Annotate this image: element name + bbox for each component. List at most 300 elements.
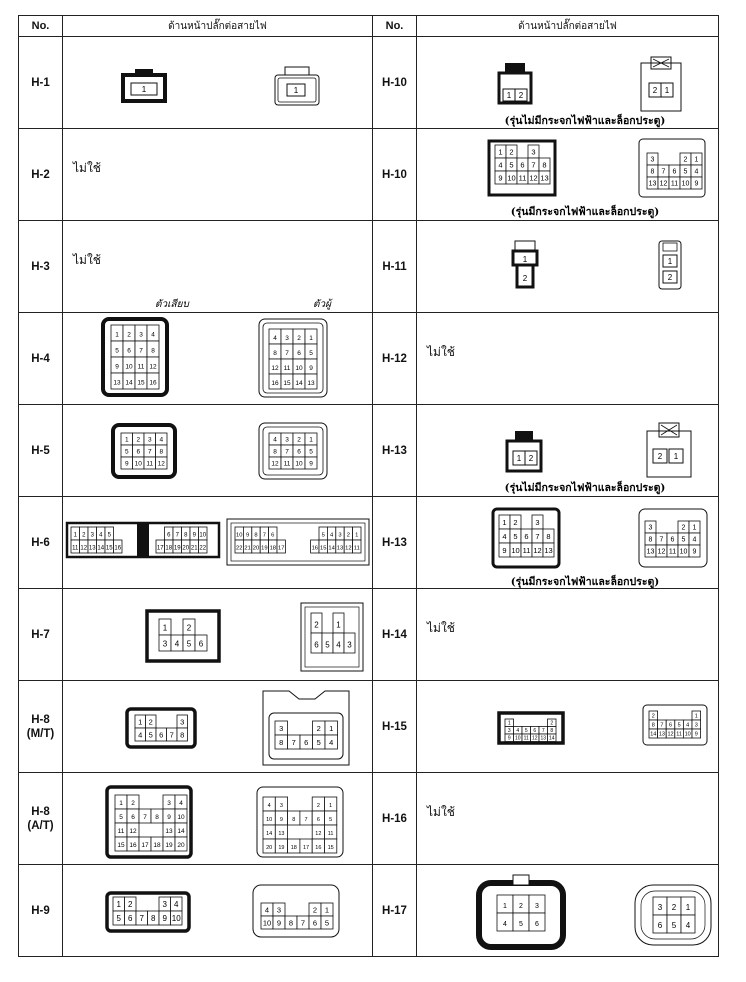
pin-label: 13 <box>165 828 173 836</box>
pin-label: 5 <box>671 920 677 930</box>
h13-power-female <box>493 509 559 567</box>
pin-label: 4 <box>273 436 277 444</box>
connector-id-label: H-7 <box>31 628 50 641</box>
pin-label: 3 <box>90 532 94 539</box>
pin-label: 10 <box>266 817 273 824</box>
connector-face-cell <box>63 313 373 405</box>
h5-drawing <box>63 405 373 496</box>
pin-label: 4 <box>329 532 334 539</box>
pin-label: 3 <box>180 717 185 727</box>
pin-label: 2 <box>148 717 153 727</box>
pin-label: 13 <box>544 546 553 556</box>
connector-face-cell <box>63 129 373 221</box>
pin-label: 8 <box>650 168 655 176</box>
pin-label: 13 <box>540 735 547 742</box>
pin-label: 2 <box>316 724 321 734</box>
pin-label: 6 <box>167 532 171 539</box>
connector-face-cell <box>417 37 719 129</box>
pin-label: 5 <box>309 349 313 357</box>
h8at-drawing <box>63 773 373 864</box>
pin-label: 5 <box>148 730 153 740</box>
h10-nopower-male <box>641 57 681 111</box>
pin-label: 4 <box>174 900 179 910</box>
pin-label: 4 <box>179 800 183 808</box>
h11-female <box>513 241 537 287</box>
pin-label: 5 <box>329 817 333 824</box>
pin-label: 3 <box>648 524 653 532</box>
h15-drawing <box>417 681 719 772</box>
pin-label: 1 <box>502 518 507 528</box>
pin-label: 2 <box>127 331 131 339</box>
pin-label: 18 <box>165 545 173 552</box>
connector-id-label: H-4 <box>31 352 50 365</box>
pin-label: 9 <box>692 548 697 556</box>
connector-id-label: H-13 <box>382 536 407 549</box>
handwritten-note-left: ตัวเสียบ <box>155 299 189 310</box>
pin-label: 9 <box>694 180 699 188</box>
connector-face-cell <box>63 221 373 313</box>
connector-id <box>373 37 417 129</box>
pin-label: 14 <box>328 545 335 552</box>
not-used-note: ไม่ใช้ <box>73 253 101 267</box>
pin-label: 7 <box>300 918 306 928</box>
pin-label: 11 <box>283 364 291 372</box>
pin-label: 5 <box>519 920 523 928</box>
pin-label: 12 <box>531 735 538 742</box>
pin-label: 7 <box>285 448 289 456</box>
connector-face-cell <box>63 681 373 773</box>
connector-id <box>19 129 63 221</box>
pin-label: 8 <box>279 738 284 748</box>
pin-label: 10 <box>679 548 688 556</box>
pin-label: 6 <box>297 448 301 456</box>
pin-label: 8 <box>155 814 159 822</box>
pin-label: 2 <box>297 334 301 342</box>
h9-female <box>107 893 189 931</box>
table-row <box>19 681 719 773</box>
pin-label: 9 <box>279 817 283 824</box>
pin-label: 2 <box>667 273 673 282</box>
pin-label: 13 <box>336 545 344 552</box>
pin-label: 2 <box>518 91 524 100</box>
connector-id-label: H-12 <box>382 352 407 365</box>
pin-label: 6 <box>131 814 135 822</box>
pin-label: 4 <box>99 532 103 539</box>
pin-label: 9 <box>309 364 313 372</box>
pin-label: 3 <box>279 724 284 734</box>
pin-label: 9 <box>115 363 119 371</box>
pin-label: 2 <box>550 720 554 727</box>
pin-label: 8 <box>273 349 277 357</box>
connector-face-cell <box>417 497 719 589</box>
pin-label: 19 <box>278 845 285 852</box>
connector-table-sheet <box>18 15 718 963</box>
pin-label: 5 <box>513 532 518 542</box>
table-row <box>19 865 719 957</box>
pin-label: 4 <box>336 640 341 650</box>
pin-label: 16 <box>315 845 322 852</box>
pin-label: 8 <box>273 448 277 456</box>
pin-label: 2 <box>671 902 677 912</box>
pin-label: 6 <box>535 920 539 928</box>
pin-label: 17 <box>141 842 149 850</box>
pin-label: 11 <box>670 180 679 188</box>
pin-label: 12 <box>667 731 674 738</box>
pin-label: 3 <box>279 803 283 810</box>
pin-label: 13 <box>658 731 665 738</box>
pin-label: 11 <box>523 735 529 742</box>
pin-label: 14 <box>548 735 555 742</box>
connector-id-label: H-3 <box>31 260 50 273</box>
pin-label: 13 <box>88 545 96 552</box>
h4-male <box>259 319 327 397</box>
connector-id <box>19 773 63 865</box>
h13-power-male <box>639 509 707 567</box>
pin-label: 6 <box>136 448 141 456</box>
h4-drawing <box>63 313 373 404</box>
pin-label: 1 <box>141 85 147 94</box>
pin-label: 2 <box>509 147 514 157</box>
pin-label: 3 <box>507 727 511 734</box>
pin-label: 2 <box>681 524 686 532</box>
pin-label: 15 <box>319 545 327 552</box>
table-row <box>19 773 719 865</box>
pin-label: 3 <box>285 334 289 342</box>
pin-label: 17 <box>156 545 164 552</box>
pin-label: 6 <box>668 722 673 729</box>
pin-label: 4 <box>151 331 155 339</box>
pin-label: 4 <box>516 727 520 734</box>
pin-label: 12 <box>157 460 165 468</box>
pin-label: 12 <box>345 545 352 552</box>
pin-label: 12 <box>271 460 279 468</box>
pin-label: 10 <box>684 731 691 738</box>
pin-label: 1 <box>293 86 299 95</box>
pin-label: 6 <box>657 920 663 930</box>
pin-label: 11 <box>668 548 677 556</box>
connector-id-label: H-2 <box>31 168 50 181</box>
not-used-note: ไม่ใช้ <box>73 161 101 175</box>
pin-label: 1 <box>694 713 698 720</box>
h13-power-drawing <box>417 497 719 588</box>
pin-label: 1 <box>138 717 143 727</box>
pin-label: 13 <box>113 379 121 387</box>
pin-label: 12 <box>533 546 542 556</box>
pin-label: 4 <box>267 803 271 810</box>
pin-label: 5 <box>316 738 321 748</box>
variant-caption: (รุ่นไม่มีกระจกไฟฟ้าและล็อกประตู) <box>504 482 666 494</box>
pin-label: 21 <box>190 545 198 552</box>
connector-id-label: H-6 <box>31 536 50 549</box>
h6-male <box>227 519 369 565</box>
pin-label: 5 <box>107 532 111 539</box>
connector-id-label: H-8 <box>31 713 50 726</box>
pin-label: 5 <box>309 448 313 456</box>
pin-label: 5 <box>524 727 528 734</box>
connector-face-cell <box>417 313 719 405</box>
h9-drawing <box>63 865 373 956</box>
pin-label: 1 <box>309 436 313 444</box>
pin-label: 7 <box>291 738 296 748</box>
pin-label: 1 <box>506 91 512 100</box>
pin-label: 4 <box>329 738 334 748</box>
table-row <box>19 405 719 497</box>
pin-label: 2 <box>519 902 523 910</box>
connector-id-label: H-13 <box>382 444 407 457</box>
pin-label: 1 <box>309 334 313 342</box>
connector-id <box>373 405 417 497</box>
pin-label: 9 <box>245 532 250 539</box>
pin-label: 5 <box>683 168 688 176</box>
connector-id <box>19 497 63 589</box>
pin-label: 13 <box>646 548 655 556</box>
pin-label: 4 <box>503 920 507 928</box>
header-no-right: No. <box>373 16 417 37</box>
pin-label: 4 <box>273 334 277 342</box>
pin-label: 1 <box>673 452 679 461</box>
pin-label: 9 <box>162 914 167 924</box>
pin-label: 3 <box>657 902 663 912</box>
pin-label: 18 <box>290 845 297 852</box>
pin-label: 12 <box>271 364 279 372</box>
header-no-left: No. <box>19 16 63 37</box>
pin-label: 6 <box>127 347 131 355</box>
connector-id <box>19 221 63 313</box>
pin-label: 2 <box>346 532 351 539</box>
pin-label: 6 <box>316 817 320 824</box>
pin-label: 2 <box>528 454 534 463</box>
pin-label: 3 <box>535 518 540 528</box>
pin-label: 3 <box>347 640 352 650</box>
pin-label: 19 <box>173 545 181 552</box>
pin-label: 3 <box>338 532 342 539</box>
pin-label: 19 <box>261 545 268 552</box>
h4-female <box>103 319 167 395</box>
pin-label: 11 <box>327 831 334 838</box>
pin-label: 14 <box>295 379 303 387</box>
pin-label: 2 <box>312 905 318 915</box>
h8mt-drawing <box>63 681 373 772</box>
pin-label: 16 <box>114 545 122 552</box>
h10-nopower-drawing <box>417 37 719 128</box>
pin-label: 8 <box>651 722 655 729</box>
pin-label: 6 <box>520 160 525 170</box>
pin-label: 8 <box>254 532 258 539</box>
h10-power-drawing <box>417 129 719 220</box>
pin-label: 13 <box>278 831 285 838</box>
connector-face-cell <box>417 865 719 957</box>
pin-label: 8 <box>550 727 554 734</box>
connector-face-cell <box>417 129 719 221</box>
pin-label: 7 <box>535 532 540 542</box>
pin-label: 20 <box>252 545 260 552</box>
pin-label: 4 <box>686 722 690 729</box>
h7-drawing <box>63 589 373 680</box>
pin-label: 16 <box>149 379 157 387</box>
pin-label: 8 <box>151 914 156 924</box>
pin-label: 10 <box>511 546 520 556</box>
pin-label: 4 <box>692 536 697 544</box>
pin-label: 6 <box>524 532 529 542</box>
pin-label: 10 <box>125 363 133 371</box>
pin-label: 16 <box>271 379 279 387</box>
pin-label: 6 <box>672 168 677 176</box>
connector-id <box>373 681 417 773</box>
h17-female <box>479 875 563 947</box>
pin-label: 20 <box>182 545 190 552</box>
connector-id <box>373 589 417 681</box>
pin-label: 11 <box>72 545 79 552</box>
pin-label: 11 <box>353 545 360 552</box>
pin-label: 9 <box>498 173 503 183</box>
h1-female-connector <box>123 69 165 101</box>
pin-label: 6 <box>297 349 301 357</box>
connector-id-label: H-10 <box>382 76 407 89</box>
pin-label: 5 <box>677 722 681 729</box>
pin-label: 5 <box>325 640 330 650</box>
pin-label: 5 <box>186 639 192 649</box>
h1-connector-drawing <box>63 37 373 128</box>
pin-label: 7 <box>169 730 174 740</box>
pin-label: 8 <box>546 532 551 542</box>
pin-label: 1 <box>124 436 129 444</box>
pin-label: 17 <box>277 545 285 552</box>
connector-face-cell <box>417 681 719 773</box>
pin-label: 12 <box>659 180 668 188</box>
pin-label: 11 <box>676 731 682 738</box>
pin-label: 1 <box>667 257 673 266</box>
pin-label: 12 <box>657 548 666 556</box>
pin-label: 15 <box>327 845 334 852</box>
pin-label: 2 <box>297 436 301 444</box>
pin-label: 18 <box>153 842 161 850</box>
connector-id-label: H-1 <box>31 76 50 89</box>
pin-label: 3 <box>531 147 536 157</box>
pin-label: 20 <box>266 845 273 852</box>
connector-face-cell <box>63 589 373 681</box>
pin-label: 20 <box>177 842 185 850</box>
connector-id-label: H-5 <box>31 444 50 457</box>
h17-male <box>635 885 711 945</box>
pin-label: 1 <box>336 620 341 630</box>
pin-label: 7 <box>531 160 536 170</box>
connector-face-cell <box>417 589 719 681</box>
pin-label: 9 <box>694 731 698 738</box>
pin-label: 7 <box>659 536 664 544</box>
connector-id-label: H-11 <box>382 260 407 273</box>
h5-female <box>113 425 175 477</box>
pin-label: 5 <box>115 347 119 355</box>
pin-label: 12 <box>149 363 157 371</box>
h10-power-female <box>489 141 555 195</box>
pin-label: 7 <box>175 532 179 539</box>
pin-label: 5 <box>116 914 121 924</box>
pin-label: 4 <box>174 639 180 649</box>
pin-label: 2 <box>651 713 655 720</box>
table-row <box>19 589 719 681</box>
pin-label: 1 <box>516 454 522 463</box>
pin-label: 8 <box>180 730 185 740</box>
pin-label: 8 <box>288 918 294 928</box>
header-face-right: ด้านหน้าปลั๊กต่อสายไฟ <box>417 16 719 37</box>
h1-male-connector <box>275 67 319 105</box>
pin-label: 4 <box>264 905 270 915</box>
pin-label: 10 <box>262 918 272 928</box>
pin-label: 1 <box>115 331 119 339</box>
pin-label: 5 <box>324 918 330 928</box>
pin-label: 5 <box>681 536 686 544</box>
pin-label: 3 <box>694 722 698 729</box>
pin-label: 13 <box>307 379 315 387</box>
pin-label: 8 <box>151 347 155 355</box>
connector-id <box>19 681 63 773</box>
pin-label: 14 <box>97 545 105 552</box>
connector-face-cell <box>417 773 719 865</box>
pin-label: 22 <box>199 545 207 552</box>
pin-label: 21 <box>244 545 251 552</box>
connector-face-cell <box>63 773 373 865</box>
pin-label: 3 <box>285 436 289 444</box>
pin-label: 15 <box>137 379 145 387</box>
pin-label: 6 <box>198 639 204 649</box>
pin-label: 1 <box>329 803 333 810</box>
connector-id-label: H-9 <box>31 904 50 917</box>
pin-label: 6 <box>312 918 318 928</box>
pin-label: 9 <box>167 814 171 822</box>
not-used-note: ไม่ใช้ <box>427 805 455 819</box>
pin-label: 1 <box>692 524 697 532</box>
pin-label: 14 <box>125 379 133 387</box>
pin-label: 13 <box>648 180 657 188</box>
h7-male <box>301 603 363 671</box>
pin-label: 14 <box>177 828 185 836</box>
pin-label: 6 <box>314 640 319 650</box>
connector-id-label: H-17 <box>382 904 407 917</box>
pin-label: 9 <box>124 460 129 468</box>
handwritten-note-right: ตัวผู้ <box>313 299 331 310</box>
pin-label: 9 <box>309 460 313 468</box>
pin-label: 2 <box>131 800 135 808</box>
connector-face-cell <box>417 405 719 497</box>
pin-label: 10 <box>514 735 521 742</box>
pin-label: 7 <box>541 727 545 734</box>
pin-label: 2 <box>513 518 518 528</box>
h15-female <box>499 713 563 743</box>
pin-label: 11 <box>137 363 145 371</box>
connector-face-cell <box>63 405 373 497</box>
pin-label: 12 <box>315 831 322 838</box>
connector-id <box>373 773 417 865</box>
pin-label: 2 <box>683 156 688 164</box>
pin-label: 10 <box>199 532 207 539</box>
connector-id <box>19 37 63 129</box>
pin-label: 1 <box>507 720 511 727</box>
pin-label: 8 <box>648 536 653 544</box>
table-row <box>19 129 719 221</box>
pin-label: 8 <box>159 448 164 456</box>
pin-label: 2 <box>82 532 86 539</box>
pin-label: 10 <box>171 914 181 924</box>
pin-label: 4 <box>159 436 164 444</box>
pin-label: 7 <box>139 347 143 355</box>
pin-label: 12 <box>129 828 137 836</box>
pin-label: 4 <box>685 920 691 930</box>
pin-label: 2 <box>657 452 663 461</box>
table-header-row <box>19 16 719 37</box>
h13-nopower-drawing <box>417 405 719 496</box>
pin-label: 2 <box>314 620 319 630</box>
pin-label: 1 <box>73 532 77 539</box>
